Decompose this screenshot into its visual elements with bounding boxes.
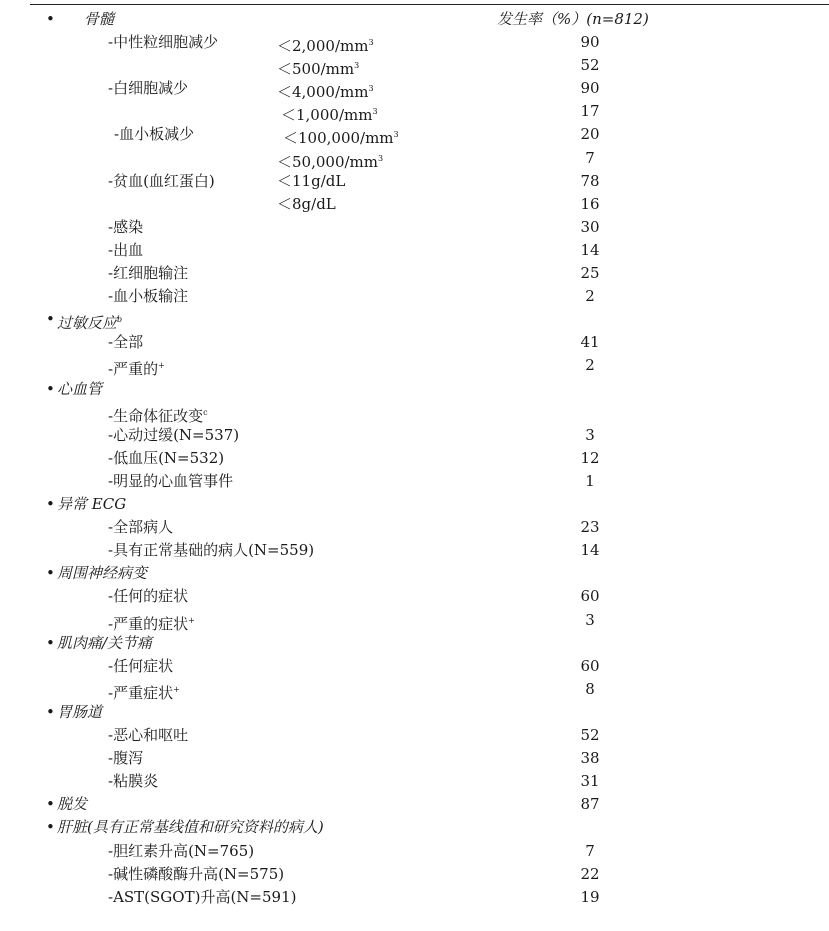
incidence-value: 41: [580, 333, 600, 352]
incidence-value: 25: [580, 264, 600, 282]
row-label-text: -出血: [108, 240, 144, 259]
incidence-value: 87: [580, 795, 600, 814]
row-label-text: -白细胞减少: [108, 79, 189, 98]
row-label: [108, 285, 188, 308]
incidence-value: 90: [580, 33, 600, 51]
table-row: [0, 886, 829, 909]
row-label-text: -腹泻: [108, 749, 144, 768]
row-label-text: -低血压(N=532): [108, 448, 225, 467]
threshold-text: ＜500/mm: [277, 60, 355, 79]
table-row: [0, 100, 829, 123]
table-row: [0, 447, 829, 470]
table-row: [0, 170, 829, 193]
table-row: [0, 747, 829, 770]
row-label: [108, 585, 188, 608]
row-label: [108, 840, 254, 863]
row-label-text: -中性粒细胞减少: [108, 33, 219, 51]
unit-exponent: 3: [368, 84, 374, 94]
footnote-marker: b: [117, 315, 123, 325]
section-bullet: •: [46, 564, 55, 583]
row-label: [108, 516, 173, 539]
table-row: [0, 401, 829, 424]
row-label-text: -严重的症状: [108, 614, 189, 633]
footnote-marker: +: [173, 684, 180, 694]
section-title-text: 脱发: [57, 795, 88, 814]
incidence-value: 2: [585, 287, 595, 306]
row-label: [108, 770, 158, 793]
section-title: [57, 493, 126, 516]
incidence-value: 12: [580, 448, 600, 467]
table-row: [0, 539, 829, 562]
row-label-text: -感染: [108, 217, 144, 236]
table-row: [0, 54, 829, 77]
incidence-value: 3: [585, 610, 595, 629]
section-bullet: •: [46, 633, 55, 652]
section-title-text: 肌肉痛/关节痛: [57, 633, 153, 652]
section-row: [0, 493, 829, 516]
section-row: [0, 632, 829, 655]
section-bullet: •: [46, 379, 55, 398]
section-title: [57, 793, 87, 816]
footnote-marker: +: [188, 615, 195, 625]
incidence-value: 16: [580, 194, 600, 213]
row-label-text: -全部病人: [108, 518, 174, 537]
table-row: [0, 724, 829, 747]
unit-exponent: 3: [393, 130, 399, 140]
table-row: [0, 123, 829, 146]
row-label-text: -具有正常基础的病人(N=559): [108, 541, 315, 560]
section-title-text: 胃肠道: [57, 702, 103, 721]
section-title-text: 异常 ECG: [57, 495, 127, 513]
incidence-value: 31: [580, 772, 600, 791]
table-row: [0, 216, 829, 239]
unit-exponent: 3: [378, 153, 384, 163]
header-row: [0, 8, 829, 31]
row-label-text: -红细胞输注: [108, 264, 189, 282]
incidence-value: 52: [580, 726, 600, 744]
row-label: [108, 447, 224, 470]
row-label-text: -全部: [108, 333, 144, 352]
incidence-value: 1: [585, 471, 595, 490]
threshold-text: ＜1,000/mm: [281, 106, 373, 125]
incidence-value: 3: [585, 425, 595, 444]
threshold-text: ＜100,000/mm: [283, 129, 394, 148]
row-label: [108, 424, 239, 447]
table-row: [0, 262, 829, 285]
table-row: [0, 840, 829, 863]
row-label-text: -粘膜炎: [108, 772, 159, 791]
section-title: [57, 562, 147, 585]
incidence-value: 8: [585, 679, 595, 698]
incidence-value: 20: [580, 125, 600, 144]
threshold-text: ＜4,000/mm: [277, 83, 369, 102]
section-title-text: 心血管: [57, 379, 103, 398]
section-bullet: •: [46, 795, 55, 814]
table-row: [0, 331, 829, 354]
incidence-value: 22: [580, 864, 600, 883]
table-row: [0, 678, 829, 701]
table-row: [0, 193, 829, 216]
incidence-value: 30: [580, 217, 600, 236]
row-label-text: -血小板输注: [108, 287, 189, 306]
row-label-text: -碱性磷酸酶升高(N=575): [108, 864, 285, 883]
threshold: [277, 193, 336, 216]
row-label: [108, 77, 188, 100]
incidence-value: 52: [580, 56, 600, 75]
incidence-value: 14: [580, 541, 600, 560]
row-label: [108, 262, 188, 285]
incidence-value: 7: [585, 841, 595, 860]
section-row: [0, 562, 829, 585]
row-label: [108, 886, 296, 909]
row-label-text: -恶心和呕吐: [108, 726, 189, 744]
row-label: [108, 539, 314, 562]
row-label-text: -AST(SGOT)升高(N=591): [108, 887, 297, 906]
row-label: [108, 239, 143, 262]
incidence-value: 2: [585, 356, 595, 375]
row-label-text: -贫血(血红蛋白): [108, 171, 215, 190]
incidence-value: 14: [580, 240, 600, 259]
incidence-value: 17: [580, 102, 600, 121]
section-title: [57, 701, 102, 724]
table-row: [0, 655, 829, 678]
table-row: [0, 863, 829, 886]
row-label: [108, 31, 218, 54]
incidence-value: 38: [580, 749, 600, 768]
section-title: [57, 632, 152, 655]
unit-exponent: 3: [372, 107, 378, 117]
threshold-text: ＜2,000/mm: [277, 37, 369, 55]
incidence-value: 90: [580, 79, 600, 98]
table-row: [0, 285, 829, 308]
row-label-text: -明显的心血管事件: [108, 471, 234, 490]
rate-column-header: 发生率（%）(n=812): [497, 10, 649, 28]
section-title-text: 肝脏(具有正常基线值和研究资料的病人): [57, 818, 324, 837]
table-row: [0, 354, 829, 377]
threshold-text: ＜50,000/mm: [277, 152, 378, 171]
row-label: [108, 863, 284, 886]
unit-exponent: 3: [354, 61, 360, 71]
row-label: [108, 655, 173, 678]
table-row: [0, 609, 829, 632]
row-label: [108, 331, 143, 354]
row-label-text: -任何症状: [108, 656, 174, 675]
footnote-marker: +: [158, 361, 165, 371]
section-bullet: •: [46, 10, 55, 28]
section-row: [0, 816, 829, 839]
section-bullet: •: [46, 702, 55, 721]
section-row: [0, 378, 829, 401]
section-bullet: •: [46, 310, 55, 329]
section-title-bone-marrow: 骨髓: [84, 10, 115, 28]
threshold-text: ＜11g/dL: [277, 171, 346, 190]
incidence-value: 60: [580, 587, 600, 606]
row-label-text: -血小板减少: [114, 125, 195, 144]
row-label-text: -严重症状: [108, 683, 174, 702]
section-row: [0, 701, 829, 724]
table-row: [0, 147, 829, 170]
table-row: [0, 424, 829, 447]
row-label-text: -胆红素升高(N=765): [108, 841, 255, 860]
row-label: [108, 724, 188, 747]
table-row: [0, 239, 829, 262]
table-row: [0, 770, 829, 793]
row-label-text: -任何的症状: [108, 587, 189, 606]
incidence-value: 78: [580, 171, 600, 190]
section-title: [57, 378, 102, 401]
row-label-text: -心动过缓(N=537): [108, 425, 240, 444]
threshold: [277, 170, 345, 193]
section-row: [0, 308, 829, 331]
section-row: [0, 793, 829, 816]
table-row: [0, 77, 829, 100]
incidence-value: 19: [580, 887, 600, 906]
threshold-text: ＜8g/dL: [277, 194, 336, 213]
section-title: [57, 816, 324, 839]
table-row: [0, 585, 829, 608]
unit-exponent: 3: [368, 38, 374, 47]
row-label: [108, 170, 215, 193]
incidence-value: 60: [580, 656, 600, 675]
table-row: [0, 31, 829, 54]
table-row: [0, 470, 829, 493]
footnote-marker: c: [203, 407, 208, 417]
table-row: [0, 516, 829, 539]
section-title-text: 过敏反应: [57, 314, 118, 333]
incidence-value: 23: [580, 518, 600, 537]
row-label-text: -生命体征改变: [108, 406, 204, 425]
row-label: [108, 216, 143, 239]
section-bullet: •: [46, 495, 55, 513]
row-label-text: -严重的: [108, 360, 159, 379]
section-bullet: •: [46, 818, 55, 837]
section-title-text: 周围神经病变: [57, 564, 148, 583]
row-label: [108, 470, 233, 493]
row-label: [114, 123, 194, 146]
incidence-value: 7: [585, 148, 595, 167]
row-label: [108, 747, 143, 770]
